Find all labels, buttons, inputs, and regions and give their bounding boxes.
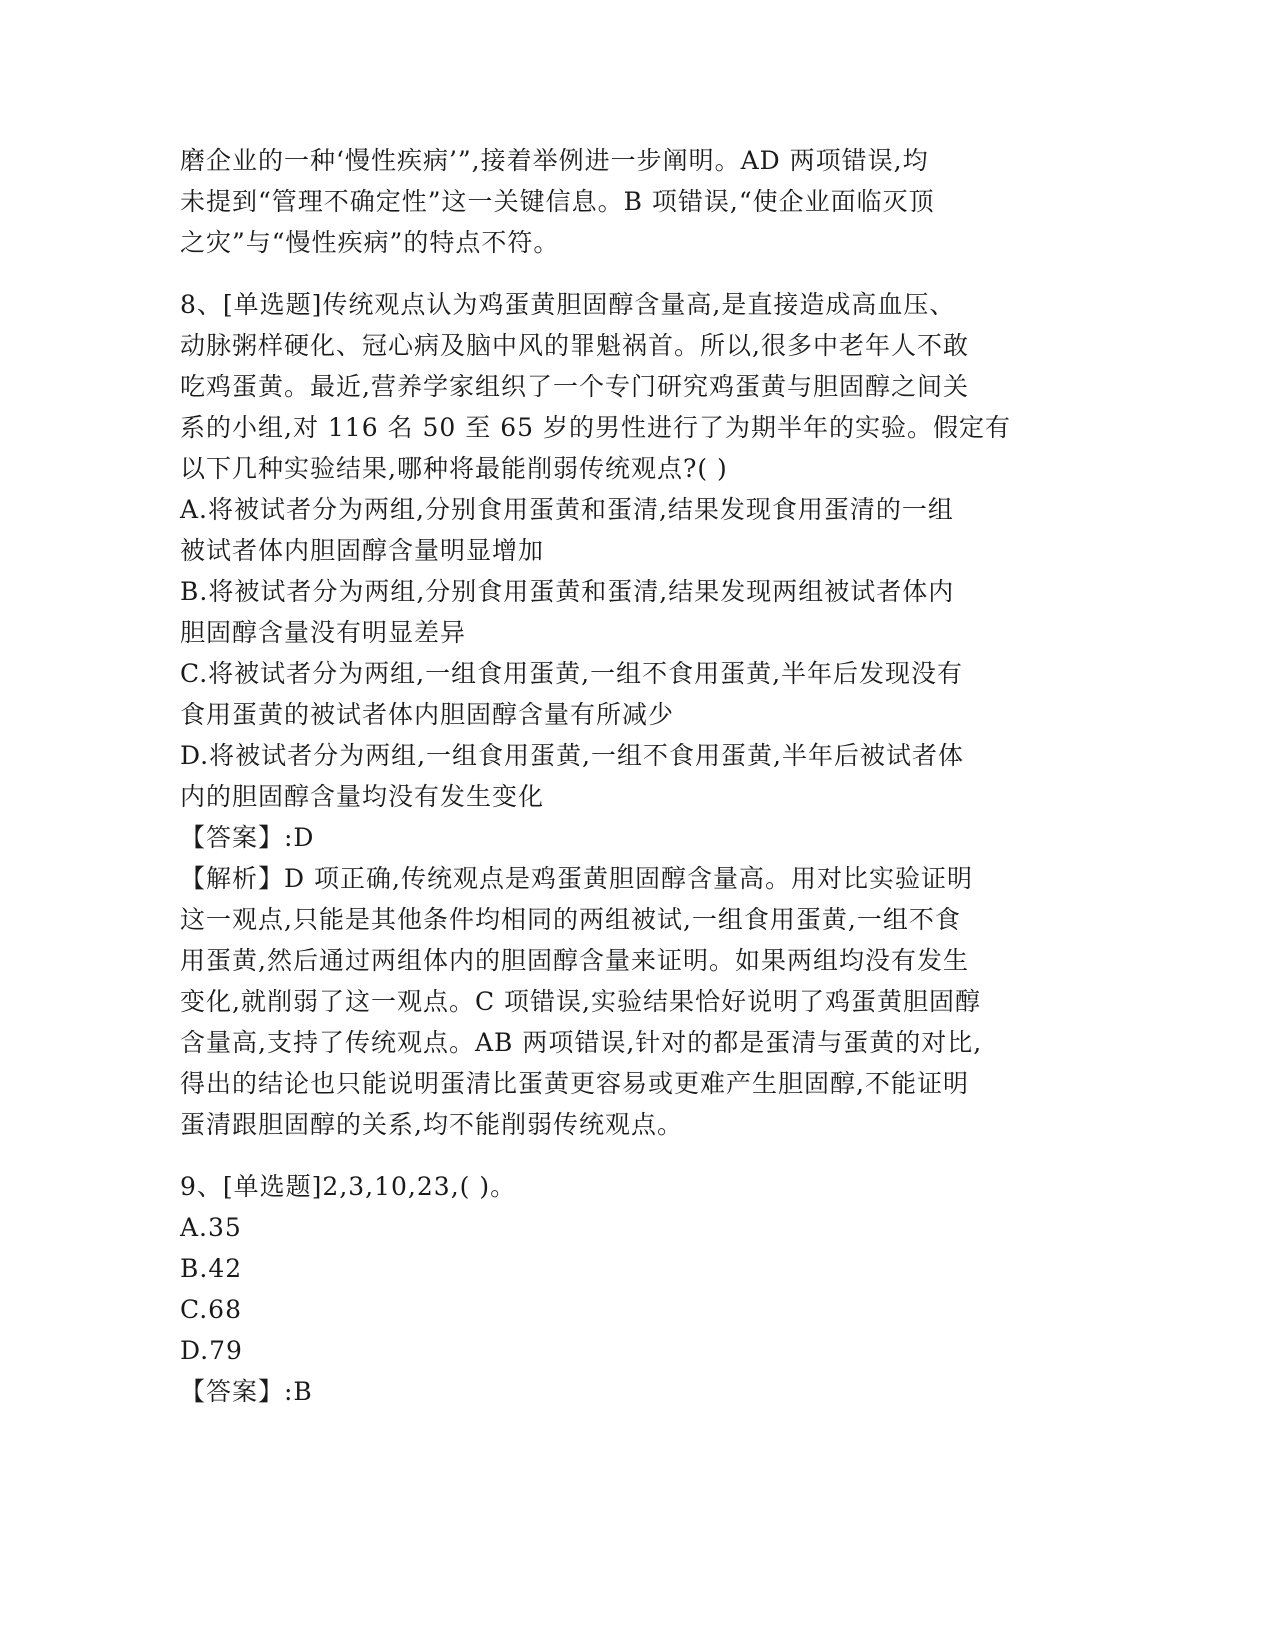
text-line: 【解析】D 项正确,传统观点是鸡蛋黄胆固醇含量高。用对比实验证明	[180, 864, 973, 893]
text-line: C.将被试者分为两组,一组食用蛋黄,一组不食用蛋黄,半年后发现没有	[180, 659, 964, 688]
text-line: 这一观点,只能是其他条件均相同的两组被试,一组食用蛋黄,一组不食	[180, 905, 961, 934]
text-line: 吃鸡蛋黄。最近,营养学家组织了一个专门研究鸡蛋黄与胆固醇之间关	[180, 372, 969, 401]
text-line: 用蛋黄,然后通过两组体内的胆固醇含量来证明。如果两组均没有发生	[180, 946, 969, 975]
question-9-answer: 【答案】:B	[180, 1377, 313, 1406]
text-line: B.将被试者分为两组,分别食用蛋黄和蛋清,结果发现两组被试者体内	[180, 577, 955, 606]
text-line: 变化,就削弱了这一观点。C 项错误,实验结果恰好说明了鸡蛋黄胆固醇	[180, 987, 981, 1016]
text-line: 蛋清跟胆固醇的关系,均不能削弱传统观点。	[180, 1110, 683, 1139]
text-line: 8、[单选题]传统观点认为鸡蛋黄胆固醇含量高,是直接造成高血压、	[180, 290, 956, 319]
question-9-option-d: D.79	[180, 1336, 243, 1365]
question-8-option-a	[180, 489, 1060, 571]
question-8-answer: 【答案】:D	[180, 823, 315, 852]
text-line: 磨企业的一种‘慢性疾病’”,接着举例进一步阐明。AD 两项错误,均	[180, 146, 929, 175]
question-8-option-c	[180, 653, 1060, 735]
text-line: 之灾”与“慢性疾病”的特点不符。	[180, 228, 560, 257]
question-9-option-c: C.68	[180, 1295, 242, 1324]
text-line: 内的胆固醇含量均没有发生变化	[180, 782, 545, 811]
text-line: 得出的结论也只能说明蛋清比蛋黄更容易或更难产生胆固醇,不能证明	[180, 1069, 969, 1098]
text-line: 被试者体内胆固醇含量明显增加	[180, 536, 545, 565]
question-9	[180, 1166, 1060, 1412]
text-line: 系的小组,对 116 名 50 至 65 岁的男性进行了为期半年的实验。假定有	[180, 413, 1011, 442]
question-8-explanation	[180, 858, 1060, 1145]
text-line: 以下几种实验结果,哪种将最能削弱传统观点?( )	[180, 454, 728, 483]
text-line: 食用蛋黄的被试者体内胆固醇含量有所减少	[180, 700, 675, 729]
previous-explanation	[180, 140, 1060, 263]
document-page	[180, 140, 1060, 1412]
text-line: 未提到“管理不确定性”这一关键信息。B 项错误,“使企业面临灭顶	[180, 187, 935, 216]
question-9-option-a: A.35	[180, 1213, 242, 1242]
question-8-option-b	[180, 571, 1060, 653]
text-line: 动脉粥样硬化、冠心病及脑中风的罪魁祸首。所以,很多中老年人不敢	[180, 331, 969, 360]
question-8-option-d	[180, 735, 1060, 817]
question-8-stem	[180, 284, 1060, 489]
text-line: 胆固醇含量没有明显差异	[180, 618, 467, 647]
question-9-stem: 9、[单选题]2,3,10,23,( )。	[180, 1172, 517, 1201]
text-line: 含量高,支持了传统观点。AB 两项错误,针对的都是蛋清与蛋黄的对比,	[180, 1028, 983, 1057]
text-line: A.将被试者分为两组,分别食用蛋黄和蛋清,结果发现食用蛋清的一组	[180, 495, 954, 524]
text-line: D.将被试者分为两组,一组食用蛋黄,一组不食用蛋黄,半年后被试者体	[180, 741, 964, 770]
question-9-option-b: B.42	[180, 1254, 243, 1283]
question-8	[180, 284, 1060, 1145]
